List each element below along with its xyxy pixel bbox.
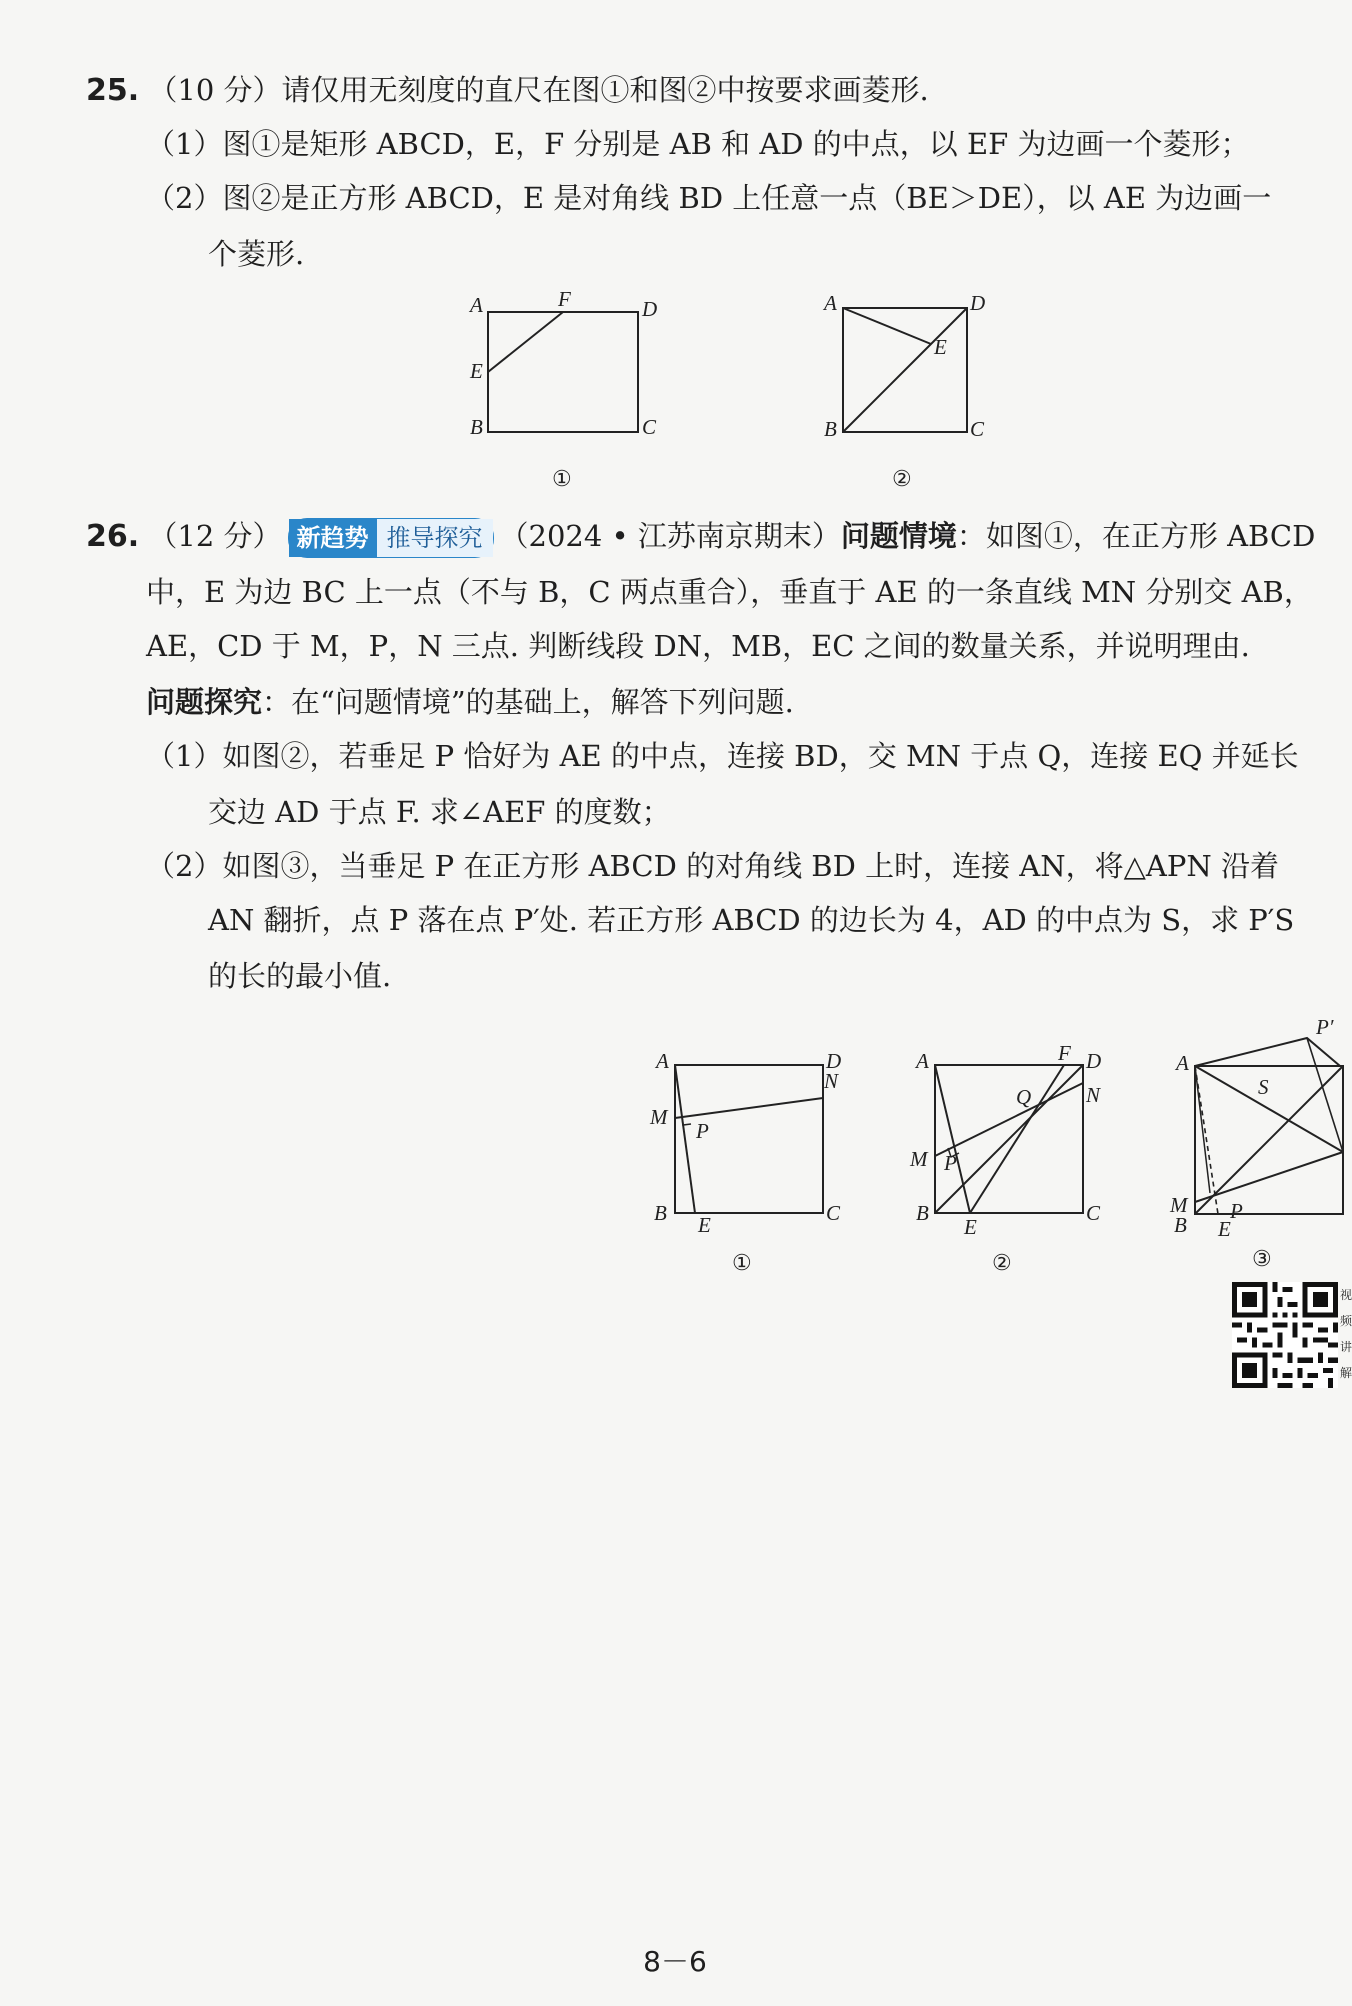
q26-line1-rest: ：如图①，在正方形 ABCD	[956, 519, 1316, 553]
label-d: D	[826, 1049, 842, 1073]
label-a: A	[916, 1049, 929, 1073]
segment-ae	[1195, 1066, 1210, 1193]
label-n: N	[1086, 1083, 1101, 1107]
label-d: D	[642, 297, 658, 321]
trend-badge	[288, 518, 494, 558]
q25-part2-line1: （2）图②是正方形 ABCD，E 是对角线 BD 上任意一点（BE＞DE），以 AE 为边画一	[146, 181, 1272, 215]
label-d: D	[1086, 1049, 1102, 1073]
label-n: N	[824, 1069, 839, 1093]
label-m: M	[650, 1105, 668, 1129]
line-mn	[935, 1083, 1083, 1156]
segment-ae	[935, 1065, 970, 1213]
page-number: 8－6	[643, 1945, 707, 1978]
q26-part1-line1: （1）如图②，若垂足 P 恰好为 AE 的中点，连接 BD，交 MN 于点 Q，连接 EQ 并延长	[146, 739, 1299, 773]
label-m: M	[910, 1147, 928, 1171]
explore-text: ：在“问题情境”的基础上，解答下列问题.	[262, 685, 794, 719]
label-a: A	[1176, 1051, 1189, 1075]
label-a: A	[470, 293, 483, 317]
q26-part2-line2: AN 翻折，点 P 落在点 P′处. 若正方形 ABCD 的边长为 4，AD 的中点为 S，求 P′S	[208, 903, 1295, 937]
label-c: C	[970, 417, 985, 441]
label-e: E	[470, 359, 483, 383]
badge-sub: 推导探究	[377, 519, 493, 557]
line-mn	[1195, 1152, 1343, 1202]
label-b: B	[470, 415, 483, 439]
figure-caption: ①	[732, 1250, 752, 1275]
q26-number: 26.	[86, 519, 140, 554]
q26-part2-line1: （2）如图③，当垂足 P 在正方形 ABCD 的对角线 BD 上时，连接 AN，将△APN 沿着	[146, 849, 1279, 883]
label-b: B	[916, 1201, 929, 1225]
q26-figure-1	[640, 1040, 860, 1280]
label-e: E	[964, 1215, 977, 1239]
figure-caption: ②	[992, 1250, 1012, 1275]
label-a: A	[656, 1049, 669, 1073]
label-s: S	[1258, 1075, 1269, 1099]
q25-figure-2	[808, 282, 1008, 492]
rectangle-abcd	[488, 312, 638, 432]
explore-label: 问题探究	[146, 685, 263, 719]
q26-line-2: 中，E 为边 BC 上一点（不与 B，C 两点重合），垂直于 AE 的一条直线 MN 分别交 AB，	[146, 575, 1313, 609]
figure-caption: ②	[892, 466, 912, 491]
qr-code-icon	[1232, 1282, 1338, 1388]
diagonal-bd	[935, 1065, 1083, 1213]
figure-caption: ①	[552, 466, 572, 491]
label-f: F	[558, 287, 571, 311]
q25-part2-line2: 个菱形.	[208, 237, 305, 271]
q26-source: （2024 • 江苏南京期末）	[499, 519, 841, 553]
label-e: E	[1218, 1217, 1231, 1241]
label-e: E	[698, 1213, 711, 1237]
label-c: C	[826, 1201, 841, 1225]
label-b: B	[654, 1201, 667, 1225]
segment-ae	[843, 308, 931, 344]
q25-figure-1	[450, 282, 680, 492]
badge-main: 新趋势	[289, 519, 377, 557]
label-p: P	[944, 1151, 957, 1175]
line-mn	[675, 1098, 823, 1118]
label-b: B	[1174, 1213, 1187, 1237]
label-e: E	[934, 335, 947, 359]
q26-explore-line	[146, 674, 794, 730]
triangle-ap-prime-n	[1195, 1038, 1340, 1066]
q25-intro: （10 分）请仅用无刻度的直尺在图①和图②中按要求画菱形.	[148, 73, 929, 107]
label-q: Q	[1016, 1085, 1032, 1109]
q26-part1-line2: 交边 AD 于点 F. 求∠AEF 的度数；	[208, 795, 671, 829]
label-d: D	[970, 291, 986, 315]
segment-ef	[488, 312, 563, 372]
q26-figure-2	[900, 1040, 1130, 1280]
label-m: M	[1170, 1193, 1188, 1217]
label-b: B	[824, 417, 837, 441]
q25-number: 25.	[86, 73, 140, 108]
label-c: C	[642, 415, 657, 439]
q26-figure-3	[1160, 1015, 1350, 1276]
label-p: P	[1230, 1199, 1243, 1223]
segment-ae	[675, 1065, 695, 1213]
label-p-prime: P′	[1316, 1015, 1334, 1039]
q26-line-3: AE，CD 于 M，P，N 三点. 判断线段 DN，MB，EC 之间的数量关系，并说明理由.	[146, 629, 1250, 663]
segment-ap-dashed	[1195, 1066, 1218, 1214]
q25-part1: （1）图①是矩形 ABCD，E，F 分别是 AB 和 AD 的中点，以 EF 为边画一个菱形；	[146, 127, 1250, 161]
figure-caption: ③	[1252, 1246, 1272, 1271]
label-c: C	[1086, 1201, 1101, 1225]
q26-part2-line3: 的长的最小值.	[208, 959, 392, 993]
label-f: F	[1058, 1041, 1071, 1065]
q25-line-1	[86, 62, 929, 119]
qr-label: 视频讲解	[1340, 1288, 1352, 1380]
diagonal-bd	[843, 308, 967, 432]
label-p: P	[696, 1119, 709, 1143]
label-a: A	[824, 291, 837, 315]
q26-line-1	[86, 508, 1315, 565]
q26-score: （12 分）	[148, 519, 282, 553]
situation-label: 问题情境	[840, 519, 957, 553]
